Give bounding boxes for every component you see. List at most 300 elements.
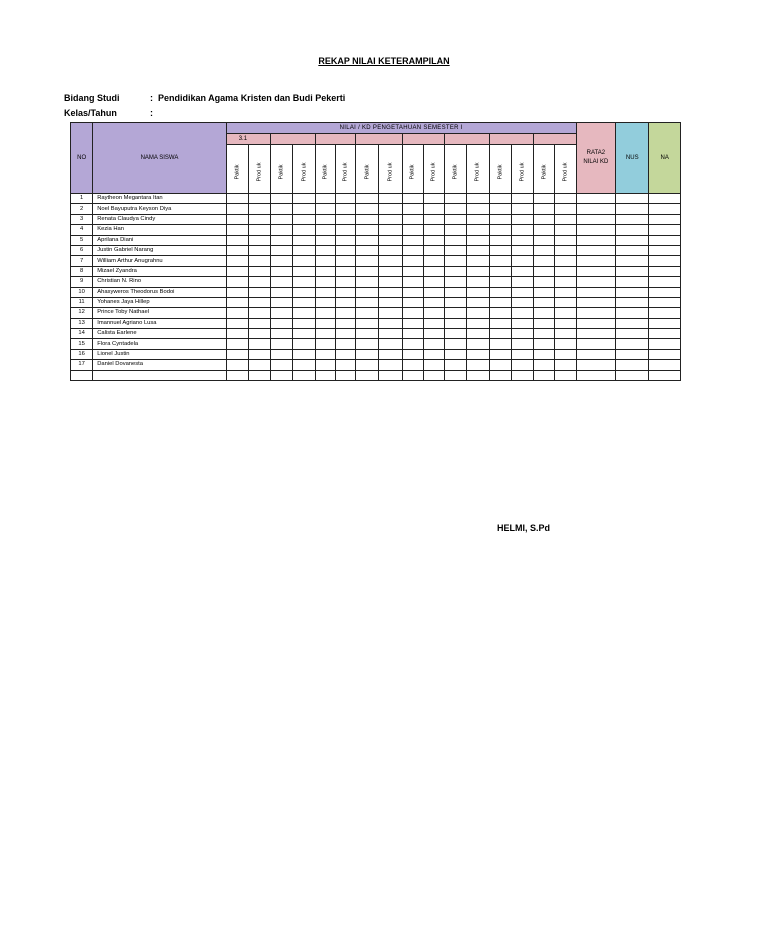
grade-cell[interactable] — [534, 214, 555, 224]
grade-cell[interactable] — [248, 339, 270, 349]
grade-cell[interactable] — [555, 297, 576, 307]
grade-cell[interactable] — [423, 204, 444, 214]
grade-cell[interactable] — [649, 214, 681, 224]
grade-cell[interactable] — [489, 370, 511, 380]
grade-cell[interactable] — [467, 318, 489, 328]
grade-cell[interactable] — [248, 266, 270, 276]
grade-cell[interactable] — [356, 277, 379, 287]
grade-cell[interactable] — [649, 329, 681, 339]
grade-cell[interactable] — [402, 204, 423, 214]
grade-cell[interactable] — [616, 235, 649, 245]
grade-cell[interactable] — [489, 329, 511, 339]
grade-cell[interactable] — [649, 339, 681, 349]
grade-cell[interactable] — [271, 214, 293, 224]
grade-cell[interactable] — [356, 318, 379, 328]
grade-cell[interactable] — [226, 360, 248, 370]
grade-cell[interactable] — [379, 245, 402, 255]
grade-cell[interactable] — [534, 256, 555, 266]
grade-cell[interactable] — [315, 266, 335, 276]
grade-cell[interactable] — [293, 245, 315, 255]
grade-cell[interactable] — [248, 256, 270, 266]
grade-cell[interactable] — [467, 235, 489, 245]
grade-cell[interactable] — [271, 277, 293, 287]
grade-cell[interactable] — [379, 349, 402, 359]
grade-cell[interactable] — [356, 329, 379, 339]
grade-cell[interactable] — [616, 204, 649, 214]
grade-cell[interactable] — [445, 370, 467, 380]
grade-cell[interactable] — [315, 339, 335, 349]
grade-cell[interactable] — [616, 329, 649, 339]
grade-cell[interactable] — [423, 308, 444, 318]
grade-cell[interactable] — [226, 349, 248, 359]
grade-cell[interactable] — [467, 194, 489, 204]
grade-cell[interactable] — [576, 204, 615, 214]
grade-cell[interactable] — [489, 204, 511, 214]
grade-cell[interactable] — [248, 360, 270, 370]
grade-cell[interactable] — [534, 318, 555, 328]
grade-cell[interactable] — [576, 225, 615, 235]
grade-cell[interactable] — [511, 214, 533, 224]
grade-cell[interactable] — [356, 349, 379, 359]
grade-cell[interactable] — [649, 245, 681, 255]
grade-cell[interactable] — [467, 225, 489, 235]
grade-cell[interactable] — [271, 287, 293, 297]
grade-cell[interactable] — [271, 308, 293, 318]
grade-cell[interactable] — [534, 360, 555, 370]
grade-cell[interactable] — [248, 214, 270, 224]
grade-cell[interactable] — [511, 339, 533, 349]
grade-cell[interactable] — [271, 329, 293, 339]
grade-cell[interactable] — [335, 360, 355, 370]
grade-cell[interactable] — [555, 287, 576, 297]
grade-cell[interactable] — [315, 225, 335, 235]
grade-cell[interactable] — [271, 297, 293, 307]
grade-cell[interactable] — [445, 266, 467, 276]
grade-cell[interactable] — [467, 329, 489, 339]
grade-cell[interactable] — [226, 297, 248, 307]
grade-cell[interactable] — [379, 297, 402, 307]
grade-cell[interactable] — [467, 266, 489, 276]
grade-cell[interactable] — [489, 308, 511, 318]
grade-cell[interactable] — [423, 297, 444, 307]
grade-cell[interactable] — [511, 370, 533, 380]
grade-cell[interactable] — [335, 194, 355, 204]
grade-cell[interactable] — [467, 308, 489, 318]
grade-cell[interactable] — [555, 349, 576, 359]
grade-cell[interactable] — [445, 297, 467, 307]
grade-cell[interactable] — [293, 266, 315, 276]
grade-cell[interactable] — [445, 225, 467, 235]
grade-cell[interactable] — [226, 194, 248, 204]
grade-cell[interactable] — [649, 297, 681, 307]
grade-cell[interactable] — [379, 256, 402, 266]
grade-cell[interactable] — [423, 214, 444, 224]
grade-cell[interactable] — [356, 308, 379, 318]
grade-cell[interactable] — [555, 204, 576, 214]
grade-cell[interactable] — [616, 349, 649, 359]
grade-cell[interactable] — [402, 256, 423, 266]
grade-cell[interactable] — [555, 256, 576, 266]
grade-cell[interactable] — [467, 287, 489, 297]
grade-cell[interactable] — [649, 225, 681, 235]
grade-cell[interactable] — [226, 204, 248, 214]
grade-cell[interactable] — [379, 266, 402, 276]
grade-cell[interactable] — [649, 349, 681, 359]
grade-cell[interactable] — [379, 318, 402, 328]
grade-cell[interactable] — [315, 245, 335, 255]
grade-cell[interactable] — [489, 339, 511, 349]
grade-cell[interactable] — [402, 287, 423, 297]
grade-cell[interactable] — [511, 256, 533, 266]
grade-cell[interactable] — [616, 308, 649, 318]
grade-cell[interactable] — [248, 194, 270, 204]
grade-cell[interactable] — [315, 214, 335, 224]
grade-cell[interactable] — [315, 308, 335, 318]
grade-cell[interactable] — [335, 225, 355, 235]
grade-cell[interactable] — [379, 204, 402, 214]
grade-cell[interactable] — [423, 349, 444, 359]
grade-cell[interactable] — [576, 256, 615, 266]
grade-cell[interactable] — [576, 235, 615, 245]
grade-cell[interactable] — [576, 214, 615, 224]
grade-cell[interactable] — [315, 204, 335, 214]
grade-cell[interactable] — [649, 204, 681, 214]
grade-cell[interactable] — [271, 225, 293, 235]
grade-cell[interactable] — [379, 214, 402, 224]
grade-cell[interactable] — [511, 360, 533, 370]
grade-cell[interactable] — [511, 277, 533, 287]
grade-cell[interactable] — [335, 214, 355, 224]
grade-cell[interactable] — [534, 287, 555, 297]
grade-cell[interactable] — [534, 266, 555, 276]
grade-cell[interactable] — [271, 194, 293, 204]
grade-cell[interactable] — [315, 256, 335, 266]
grade-cell[interactable] — [248, 245, 270, 255]
grade-cell[interactable] — [293, 349, 315, 359]
grade-cell[interactable] — [356, 235, 379, 245]
grade-cell[interactable] — [271, 349, 293, 359]
grade-cell[interactable] — [489, 318, 511, 328]
grade-cell[interactable] — [555, 194, 576, 204]
grade-cell[interactable] — [293, 235, 315, 245]
grade-cell[interactable] — [467, 370, 489, 380]
grade-cell[interactable] — [379, 235, 402, 245]
grade-cell[interactable] — [555, 225, 576, 235]
grade-cell[interactable] — [248, 349, 270, 359]
grade-cell[interactable] — [226, 308, 248, 318]
grade-cell[interactable] — [293, 339, 315, 349]
grade-cell[interactable] — [445, 214, 467, 224]
grade-cell[interactable] — [271, 245, 293, 255]
grade-cell[interactable] — [315, 360, 335, 370]
grade-cell[interactable] — [335, 329, 355, 339]
grade-cell[interactable] — [576, 360, 615, 370]
grade-cell[interactable] — [248, 297, 270, 307]
grade-cell[interactable] — [445, 194, 467, 204]
grade-cell[interactable] — [555, 370, 576, 380]
grade-cell[interactable] — [293, 194, 315, 204]
grade-cell[interactable] — [489, 235, 511, 245]
grade-cell[interactable] — [271, 370, 293, 380]
grade-cell[interactable] — [271, 235, 293, 245]
grade-cell[interactable] — [402, 308, 423, 318]
grade-cell[interactable] — [293, 225, 315, 235]
grade-cell[interactable] — [534, 339, 555, 349]
grade-cell[interactable] — [271, 360, 293, 370]
grade-cell[interactable] — [576, 318, 615, 328]
grade-cell[interactable] — [402, 277, 423, 287]
grade-cell[interactable] — [293, 370, 315, 380]
grade-cell[interactable] — [293, 329, 315, 339]
grade-cell[interactable] — [226, 214, 248, 224]
grade-cell[interactable] — [511, 225, 533, 235]
grade-cell[interactable] — [356, 225, 379, 235]
grade-cell[interactable] — [445, 287, 467, 297]
grade-cell[interactable] — [226, 266, 248, 276]
grade-cell[interactable] — [335, 339, 355, 349]
grade-cell[interactable] — [445, 360, 467, 370]
grade-cell[interactable] — [616, 277, 649, 287]
grade-cell[interactable] — [226, 339, 248, 349]
grade-cell[interactable] — [555, 266, 576, 276]
grade-cell[interactable] — [555, 245, 576, 255]
grade-cell[interactable] — [335, 266, 355, 276]
grade-cell[interactable] — [226, 277, 248, 287]
grade-cell[interactable] — [356, 339, 379, 349]
grade-cell[interactable] — [248, 329, 270, 339]
grade-cell[interactable] — [467, 245, 489, 255]
grade-cell[interactable] — [649, 256, 681, 266]
grade-cell[interactable] — [379, 370, 402, 380]
grade-cell[interactable] — [335, 204, 355, 214]
grade-cell[interactable] — [649, 370, 681, 380]
grade-cell[interactable] — [534, 308, 555, 318]
grade-cell[interactable] — [379, 287, 402, 297]
grade-cell[interactable] — [467, 297, 489, 307]
grade-cell[interactable] — [489, 245, 511, 255]
grade-cell[interactable] — [271, 266, 293, 276]
grade-cell[interactable] — [335, 318, 355, 328]
grade-cell[interactable] — [555, 277, 576, 287]
grade-cell[interactable] — [489, 266, 511, 276]
grade-cell[interactable] — [226, 329, 248, 339]
grade-cell[interactable] — [616, 194, 649, 204]
grade-cell[interactable] — [616, 297, 649, 307]
grade-cell[interactable] — [226, 235, 248, 245]
grade-cell[interactable] — [467, 339, 489, 349]
grade-cell[interactable] — [356, 266, 379, 276]
grade-cell[interactable] — [511, 204, 533, 214]
grade-cell[interactable] — [402, 329, 423, 339]
grade-cell[interactable] — [445, 318, 467, 328]
grade-cell[interactable] — [616, 360, 649, 370]
grade-cell[interactable] — [576, 194, 615, 204]
grade-cell[interactable] — [467, 277, 489, 287]
grade-cell[interactable] — [576, 297, 615, 307]
grade-cell[interactable] — [649, 360, 681, 370]
grade-cell[interactable] — [226, 318, 248, 328]
grade-cell[interactable] — [293, 214, 315, 224]
grade-cell[interactable] — [315, 329, 335, 339]
grade-cell[interactable] — [489, 360, 511, 370]
grade-cell[interactable] — [576, 266, 615, 276]
grade-cell[interactable] — [293, 277, 315, 287]
grade-cell[interactable] — [293, 360, 315, 370]
grade-cell[interactable] — [576, 329, 615, 339]
grade-cell[interactable] — [616, 266, 649, 276]
grade-cell[interactable] — [402, 297, 423, 307]
grade-cell[interactable] — [576, 349, 615, 359]
grade-cell[interactable] — [555, 318, 576, 328]
grade-cell[interactable] — [423, 194, 444, 204]
grade-cell[interactable] — [379, 194, 402, 204]
grade-cell[interactable] — [616, 339, 649, 349]
grade-cell[interactable] — [616, 318, 649, 328]
grade-cell[interactable] — [616, 256, 649, 266]
grade-cell[interactable] — [576, 339, 615, 349]
grade-cell[interactable] — [423, 360, 444, 370]
grade-cell[interactable] — [649, 266, 681, 276]
grade-cell[interactable] — [489, 225, 511, 235]
grade-cell[interactable] — [226, 245, 248, 255]
grade-cell[interactable] — [248, 277, 270, 287]
grade-cell[interactable] — [489, 349, 511, 359]
grade-cell[interactable] — [293, 318, 315, 328]
grade-cell[interactable] — [356, 287, 379, 297]
grade-cell[interactable] — [423, 266, 444, 276]
grade-cell[interactable] — [511, 266, 533, 276]
grade-cell[interactable] — [402, 235, 423, 245]
grade-cell[interactable] — [649, 194, 681, 204]
grade-cell[interactable] — [616, 370, 649, 380]
grade-cell[interactable] — [356, 256, 379, 266]
grade-cell[interactable] — [293, 297, 315, 307]
grade-cell[interactable] — [423, 256, 444, 266]
grade-cell[interactable] — [616, 214, 649, 224]
grade-cell[interactable] — [445, 349, 467, 359]
grade-cell[interactable] — [576, 308, 615, 318]
grade-cell[interactable] — [248, 225, 270, 235]
grade-cell[interactable] — [511, 194, 533, 204]
grade-cell[interactable] — [467, 204, 489, 214]
grade-cell[interactable] — [489, 214, 511, 224]
grade-cell[interactable] — [402, 225, 423, 235]
grade-cell[interactable] — [534, 329, 555, 339]
grade-cell[interactable] — [616, 287, 649, 297]
grade-cell[interactable] — [271, 318, 293, 328]
grade-cell[interactable] — [315, 194, 335, 204]
grade-cell[interactable] — [402, 318, 423, 328]
grade-cell[interactable] — [379, 277, 402, 287]
grade-cell[interactable] — [356, 370, 379, 380]
grade-cell[interactable] — [226, 256, 248, 266]
grade-cell[interactable] — [534, 204, 555, 214]
grade-cell[interactable] — [445, 277, 467, 287]
grade-cell[interactable] — [649, 318, 681, 328]
grade-cell[interactable] — [402, 349, 423, 359]
grade-cell[interactable] — [423, 287, 444, 297]
grade-cell[interactable] — [511, 308, 533, 318]
grade-cell[interactable] — [511, 349, 533, 359]
grade-cell[interactable] — [335, 308, 355, 318]
grade-cell[interactable] — [356, 214, 379, 224]
grade-cell[interactable] — [489, 256, 511, 266]
grade-cell[interactable] — [335, 287, 355, 297]
grade-cell[interactable] — [379, 225, 402, 235]
grade-cell[interactable] — [356, 194, 379, 204]
grade-cell[interactable] — [534, 235, 555, 245]
grade-cell[interactable] — [226, 287, 248, 297]
grade-cell[interactable] — [423, 318, 444, 328]
grade-cell[interactable] — [445, 235, 467, 245]
grade-cell[interactable] — [489, 287, 511, 297]
grade-cell[interactable] — [356, 245, 379, 255]
grade-cell[interactable] — [402, 266, 423, 276]
grade-cell[interactable] — [423, 225, 444, 235]
grade-cell[interactable] — [445, 339, 467, 349]
grade-cell[interactable] — [315, 287, 335, 297]
grade-cell[interactable] — [489, 194, 511, 204]
grade-cell[interactable] — [555, 339, 576, 349]
grade-cell[interactable] — [315, 297, 335, 307]
grade-cell[interactable] — [379, 329, 402, 339]
grade-cell[interactable] — [534, 277, 555, 287]
grade-cell[interactable] — [511, 287, 533, 297]
grade-cell[interactable] — [467, 256, 489, 266]
grade-cell[interactable] — [423, 235, 444, 245]
grade-cell[interactable] — [293, 287, 315, 297]
grade-cell[interactable] — [616, 225, 649, 235]
grade-cell[interactable] — [315, 318, 335, 328]
grade-cell[interactable] — [534, 245, 555, 255]
grade-cell[interactable] — [576, 277, 615, 287]
grade-cell[interactable] — [555, 235, 576, 245]
grade-cell[interactable] — [423, 277, 444, 287]
grade-cell[interactable] — [315, 277, 335, 287]
grade-cell[interactable] — [649, 308, 681, 318]
grade-cell[interactable] — [534, 225, 555, 235]
grade-cell[interactable] — [335, 245, 355, 255]
grade-cell[interactable] — [576, 245, 615, 255]
grade-cell[interactable] — [335, 370, 355, 380]
grade-cell[interactable] — [226, 225, 248, 235]
grade-cell[interactable] — [445, 204, 467, 214]
grade-cell[interactable] — [649, 277, 681, 287]
grade-cell[interactable] — [335, 297, 355, 307]
grade-cell[interactable] — [271, 339, 293, 349]
grade-cell[interactable] — [467, 360, 489, 370]
grade-cell[interactable] — [649, 235, 681, 245]
grade-cell[interactable] — [315, 370, 335, 380]
grade-cell[interactable] — [315, 349, 335, 359]
grade-cell[interactable] — [467, 214, 489, 224]
grade-cell[interactable] — [356, 360, 379, 370]
grade-cell[interactable] — [423, 339, 444, 349]
grade-cell[interactable] — [576, 370, 615, 380]
grade-cell[interactable] — [335, 256, 355, 266]
grade-cell[interactable] — [335, 277, 355, 287]
grade-cell[interactable] — [335, 349, 355, 359]
grade-cell[interactable] — [423, 370, 444, 380]
grade-cell[interactable] — [534, 194, 555, 204]
grade-cell[interactable] — [511, 297, 533, 307]
grade-cell[interactable] — [511, 235, 533, 245]
grade-cell[interactable] — [489, 297, 511, 307]
grade-cell[interactable] — [248, 235, 270, 245]
grade-cell[interactable] — [489, 277, 511, 287]
grade-cell[interactable] — [335, 235, 355, 245]
grade-cell[interactable] — [555, 214, 576, 224]
